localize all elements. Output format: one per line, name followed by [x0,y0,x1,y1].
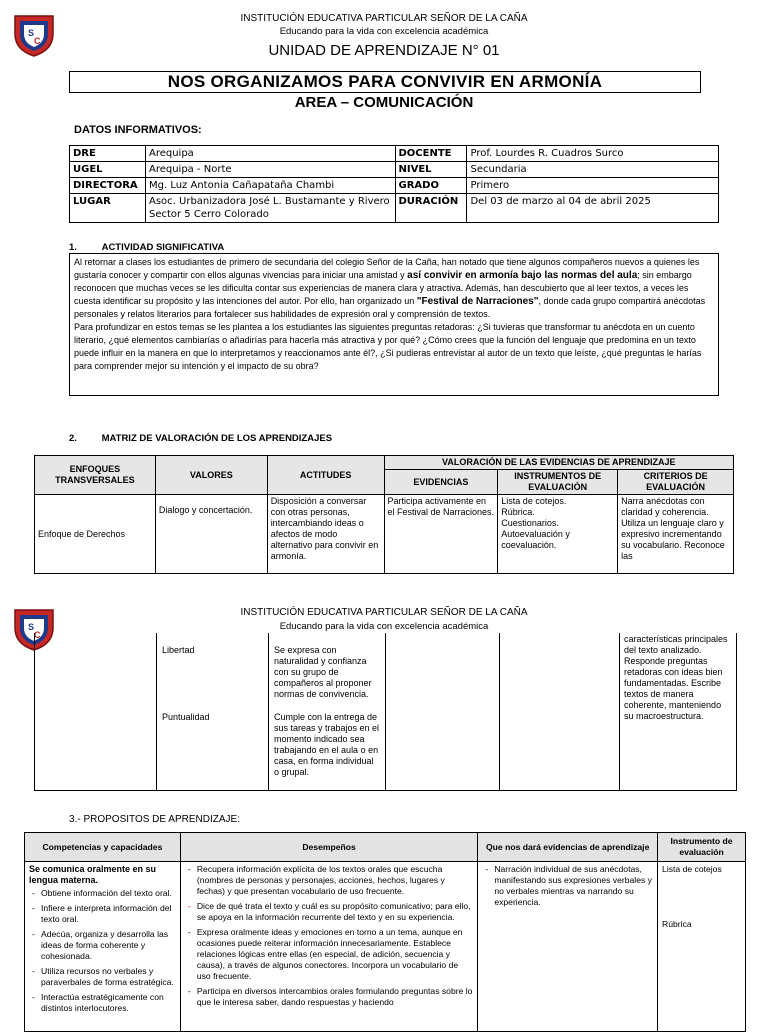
text-run: Al retornar a clases los estudiantes de primero de secundaria del colegio Señor de la Caña, han notado que tiene algunos compañeros nuevos a quienes les gustaría conocer y compartir con ellos algunas vivencias para iniciar una amistad y [74,257,700,280]
datos-table [69,145,719,223]
header-valores: VALORES [155,456,267,495]
table-row [35,456,734,470]
header-actitudes: ACTITUDES [267,456,384,495]
instrumento-cell [658,862,746,1032]
text-run: ; sin embargo reconocen que muchas veces se les dificulta contar sus experiencias de manera clara y atractiva. Además, han descubierto que al leer textos, a veces les cuesta identificar su propósito y las intenciones del autor. Por ello, han organizado un [74,270,692,306]
desempeno-item: - Expresa oralmente ideas y emociones en torno a un tema, aunque en ocasiones puede reiterar información innecesariamente. Establece relaciones lógicas entre ellas (en especial, de adición, secuencia y causa), a través de algunos conectores. Incorpora un vocabulario de uso frecuente. [197,927,473,982]
matriz-continuation [34,633,737,791]
section-label: ACTIVIDAD SIGNIFICATIVA [101,242,225,253]
desempenos-cell [180,862,477,1032]
header-criterios: CRITERIOS DE EVALUACIÓN [618,470,734,495]
section-number: 2. [69,433,77,444]
logo-letter-c: C [34,36,41,46]
instrumento-item: Rúbrica. [501,507,535,517]
desempeno-item: - Dice de qué trata el texto y cuál es su propósito comunicativo; para ello, se apoya en la información recurrente del texto y en su experiencia. [197,901,473,923]
valor-cell: Dialogo y concertación. [155,495,267,574]
actitud-cell: Disposición a conversar con otras personas, intercambiando ideas o afectos de modo alternativo para convivir en armonía. [267,495,384,574]
institution-name: INSTITUCIÓN EDUCATIVA PARTICULAR SEÑOR DE LA CAÑA [240,607,528,618]
desempeno-item: - Participa en diversos intercambios orales formulando preguntas sobre lo que le interesa saber, dando respuestas y haciendo [197,986,473,1008]
header-competencias: Competencias y capacidades [25,833,181,862]
datos-label: DATOS INFORMATIVOS: [74,124,202,136]
datos-key: DOCENTE [395,146,467,162]
table-row [35,495,734,574]
text-run-bold: "Festival de Narraciones" [416,296,539,307]
valor-puntualidad: Puntualidad [162,712,210,722]
datos-value: Asoc. Urbanizadora José L. Bustamante y Rivero Sector 5 Cerro Colorado [145,194,395,223]
text-run-bold: así convivir en armonía bajo las normas del aula [407,270,638,281]
institution-motto: Educando para la vida con excelencia académica [279,621,489,632]
table-row [70,162,719,178]
datos-key: LUGAR [70,194,146,223]
header-evidencias: Que nos dará evidencias de aprendizaje [478,833,658,862]
matriz-heading [69,433,332,444]
datos-value: Arequipa [145,146,395,162]
datos-key: UGEL [70,162,146,178]
actividad-paragraph-2: Para profundizar en estos temas se les plantea a los estudiantes las siguientes preguntas retadoras: ¿Si tuvieras que transformar tu anécdota en un cuento literario, ¿qué elementos cambiarías o añadirías para hacerla más atractiva y por qué? ¿Cómo crees que la función del lenguaje que predomina en un texto puede influir en la manera en que lo interpretamos y reaccionamos ante él?, ¿Si pudieras entrevistar al autor de un texto que leíste, ¿qué preguntas le harías para comprender mejor su intención y el impacto de su obra? [74,322,702,371]
matriz-table [34,455,734,574]
capacidad-item: - Utiliza recursos no verbales y paraverbales de forma estratégica. [41,966,176,988]
table-row [70,146,719,162]
capacidad-item: - Interactúa estratégicamente con distintos interlocutores. [41,992,176,1014]
area-title: AREA – COMUNICACIÓN [294,94,474,111]
datos-key: DURACIÓN [395,194,467,223]
datos-value: Mg. Luz Antonia Cañapataña Chambi [145,178,395,194]
instrumento-item: Lista de cotejos. [501,496,567,506]
evidencia-cell: Participa activamente en el Festival de Narraciones. [384,495,498,574]
datos-key: NIVEL [395,162,467,178]
instrumento-rubrica: Rúbrica [662,919,692,929]
competencia-title: Se comunica oralmente en su lengua materna. [29,864,157,885]
table-row [25,833,746,862]
table-row [70,194,719,223]
actitud-libertad: Se expresa con naturalidad y confianza con su grupo de compañeros al proponer normas de convivencia. [274,645,372,699]
criterios-continuation: características principales del texto analizado. Responde preguntas retadoras con ideas bien fundamentadas. Escribe textos de manera coherente, manteniendo su macroestructura. [624,634,728,721]
valor-libertad: Libertad [162,645,195,655]
logo-letter-s: S [28,28,35,38]
logo-letter-c: C [34,630,41,640]
propositos-heading: 3.- PROPOSITOS DE APRENDIZAJE: [69,814,240,825]
criterios-cell: Narra anécdotas con claridad y coherencia. Utiliza un lenguaje claro y expresivo incrementando su vocabulario. Reconoce las [618,495,734,574]
actividad-box [69,253,719,396]
propositos-table [24,832,746,1032]
instrumento-item: Autoevaluación y coevaluación. [501,529,570,550]
datos-key: DIRECTORA [70,178,146,194]
evidencia-item: - Narración individual de sus anécdotas, manifestando sus expresiones verbales y no verbales mientras va narrando su experiencia. [494,864,653,908]
institution-name: INSTITUCIÓN EDUCATIVA PARTICULAR SEÑOR DE LA CAÑA [240,13,528,24]
datos-value: Secundaria [467,162,719,178]
instrumentos-cell [498,495,618,574]
datos-value: Primero [467,178,719,194]
enfoque-cell: Enfoque de Derechos [35,495,156,574]
unit-number: UNIDAD DE APRENDIZAJE N° 01 [268,42,500,59]
header-instrumento: Instrumento de evaluación [658,833,746,862]
desempeno-item: - Recupera información explícita de los textos orales que escucha (nombres de personas y personajes, acciones, hechos, lugares y fechas) y que presentan vocabulario de uso frecuente. [197,864,473,897]
competencia-cell [25,862,181,1032]
datos-key: DRE [70,146,146,162]
header-enfoques: ENFOQUES TRANSVERSALES [35,456,156,495]
instrumento-lista: Lista de cotejos [662,864,722,874]
unit-title: NOS ORGANIZAMOS PARA CONVIVIR EN ARMONÍA [69,71,701,93]
section-number: 1. [69,242,77,253]
datos-value: Prof. Lourdes R. Cuadros Surco [467,146,719,162]
datos-value: Del 03 de marzo al 04 de abril 2025 [467,194,719,223]
header-desempenos: Desempeños [180,833,477,862]
datos-key: GRADO [395,178,467,194]
header-evidencias: EVIDENCIAS [384,470,498,495]
table-row [70,178,719,194]
capacidad-item: - Infiere e interpreta información del texto oral. [41,903,176,925]
evidencia-cell [478,862,658,1032]
logo-letter-s: S [28,622,35,632]
capacidad-item: - Obtiene información del texto oral. [41,888,176,899]
text-run: , donde cada grupo compartirá anécdotas personales y relatos literarios para fortalecer sus habilidades de expresión oral y comprensión de textos. [74,296,706,319]
datos-value: Arequipa - Norte [145,162,395,178]
instrumento-item: Cuestionarios. [501,518,559,528]
actitud-puntualidad: Cumple con la entrega de sus tareas y trabajos en el momento indicado sea trabajando en el aula o en casa, en forma individual o grupal. [274,712,380,777]
header-instrumentos: INSTRUMENTOS DE EVALUACIÓN [498,470,618,495]
capacidad-item: - Adecúa, organiza y desarrolla las ideas de forma coherente y cohesionada. [41,929,176,962]
school-logo [12,12,56,58]
table-row [25,862,746,1032]
actividad-paragraph-1 [74,256,714,321]
header-valoracion: VALORACIÓN DE LAS EVIDENCIAS DE APRENDIZAJE [384,456,734,470]
institution-motto: Educando para la vida con excelencia académica [279,26,489,37]
section-label: MATRIZ DE VALORACIÓN DE LOS APRENDIZAJES [101,433,333,444]
actividad-heading [69,242,224,253]
